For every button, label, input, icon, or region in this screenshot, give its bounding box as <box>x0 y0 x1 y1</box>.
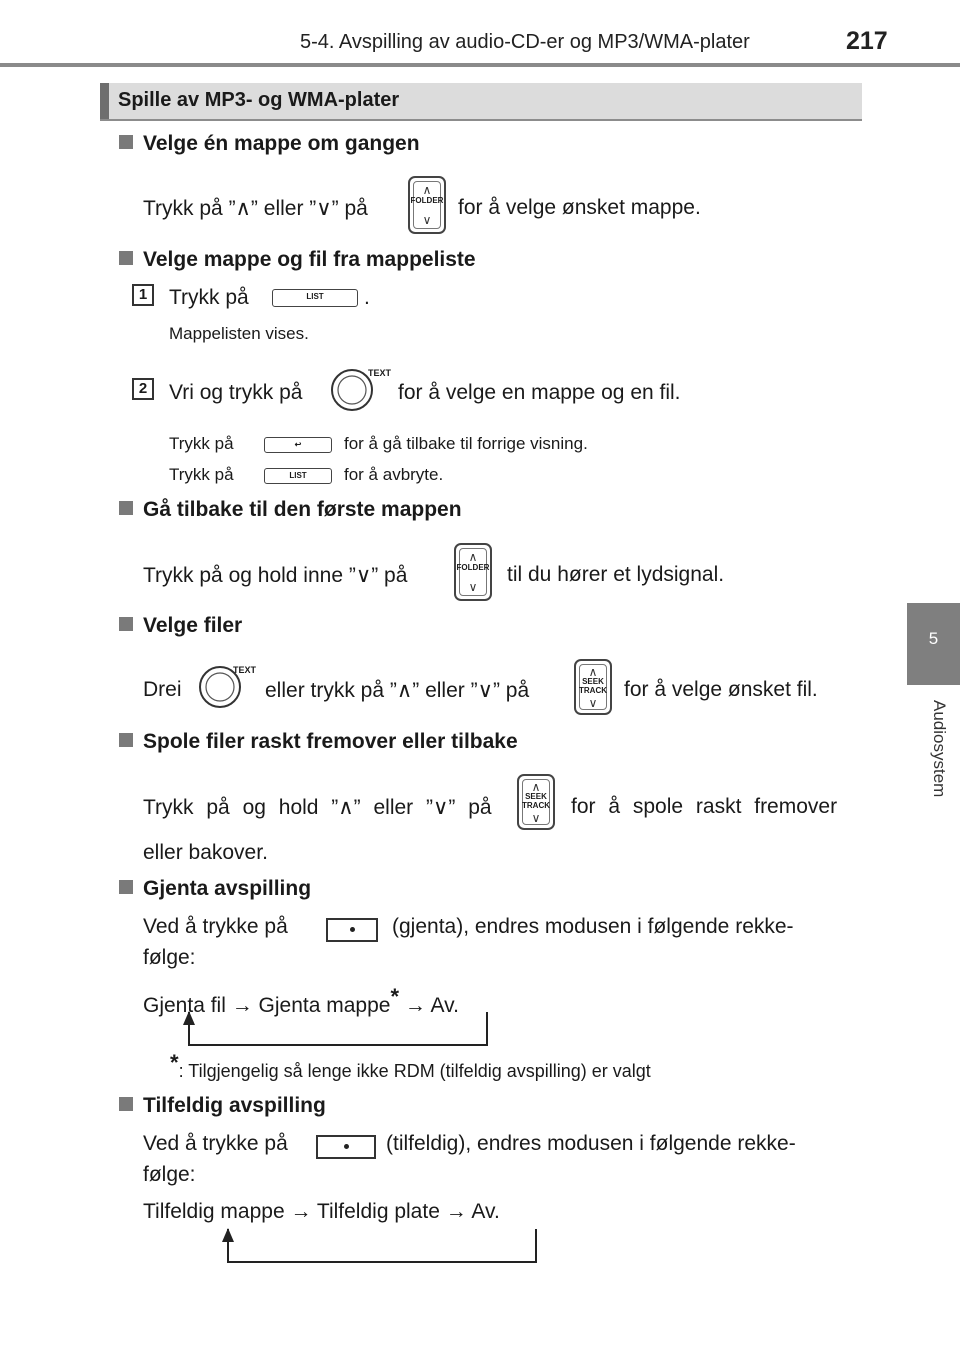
heading-select-one-folder: Velge én mappe om gangen <box>119 132 420 156</box>
s7-text-a: Ved å trykke på <box>143 1132 288 1155</box>
chapter-tab-label: Audiosystem <box>930 700 949 798</box>
s5-text-b: for å spole raskt fremover <box>571 795 838 818</box>
s1-text-a: Trykk på ”∧” eller ”∨” på <box>143 197 368 220</box>
header-rule <box>0 63 960 67</box>
bullet-square-icon <box>119 251 133 265</box>
seek-track-button-icon: ∧ SEEK TRACK ∨ <box>517 774 555 830</box>
s7-sequence: Tilfeldig mappe → Tilfeldig plate → Av. <box>143 1200 500 1223</box>
folder-button-icon: ∧ FOLDER ∨ <box>454 543 492 601</box>
list-button-icon: LIST <box>272 289 358 307</box>
footnote: *: Tilgjengelig så lenge ikke RDM (tilfeldig avspilling) er valgt <box>170 1050 651 1081</box>
random-button-icon <box>316 1135 376 1159</box>
chapter-tab-number: 5 <box>928 629 939 648</box>
s6-text-b: (gjenta), endres modusen i følgende rekke- <box>392 915 794 938</box>
bullet-square-icon <box>119 733 133 747</box>
folder-button-icon: ∧ FOLDER ∨ <box>408 176 446 234</box>
text-knob-label: TEXT <box>368 368 392 378</box>
bullet-square-icon <box>119 617 133 631</box>
step-1-badge: 1 <box>132 284 154 306</box>
cycle-arrow-line <box>227 1229 537 1263</box>
s2-step1-text-a: Trykk på <box>169 286 249 309</box>
heading-back-to-first-folder: Gå tilbake til den første mappen <box>119 498 462 522</box>
s4-text-b: eller trykk på ”∧” eller ”∨” på <box>265 679 530 702</box>
s2-sub2-text-b: for å avbryte. <box>344 465 444 484</box>
section-title: Spille av MP3- og WMA-plater <box>118 89 400 111</box>
s2-sub1-text-a: Trykk på <box>169 434 234 453</box>
s5-text-c: eller bakover. <box>143 841 268 864</box>
bullet-square-icon <box>119 880 133 894</box>
s7-text-c: følge: <box>143 1163 196 1186</box>
bullet-square-icon <box>119 1097 133 1111</box>
repeat-button-icon <box>326 918 378 942</box>
s4-text-a: Drei <box>143 678 182 701</box>
s1-text-b: for å velge ønsket mappe. <box>458 196 701 219</box>
s3-text-b: til du hører et lydsignal. <box>507 563 725 586</box>
s2-step1-note: Mappelisten vises. <box>169 324 309 343</box>
s4-text-c: for å velge ønsket fil. <box>624 678 818 701</box>
s2-sub2-text-a: Trykk på <box>169 465 234 484</box>
s7-text-b: (tilfeldig), endres modusen i følgende rekke- <box>386 1132 796 1155</box>
s3-text-a: Trykk på og hold inne ”∨” på <box>143 564 408 587</box>
seek-track-button-icon: ∧ SEEK TRACK ∨ <box>574 659 612 715</box>
heading-random-play: Tilfeldig avspilling <box>119 1094 326 1118</box>
heading-repeat-play: Gjenta avspilling <box>119 877 311 901</box>
heading-fast-forward-rewind: Spole filer raskt fremover eller tilbake <box>119 730 518 754</box>
s6-sequence: Gjenta fil → Gjenta mappe* → Av. <box>143 984 459 1017</box>
step-2-badge: 2 <box>132 378 154 400</box>
back-button-icon: ↩ <box>264 437 332 453</box>
chapter-title: 5-4. Avspilling av audio-CD-er og MP3/WMA-plater <box>300 31 750 53</box>
s6-text-c: følge: <box>143 946 196 969</box>
list-button-small-icon: LIST <box>264 468 332 484</box>
s2-sub1-text-b: for å gå tilbake til forrige visning. <box>344 434 588 453</box>
s2-step1-text-b: . <box>364 286 370 309</box>
cycle-arrow-line <box>188 1012 488 1046</box>
s2-step2-text-b: for å velge en mappe og en fil. <box>398 381 681 404</box>
chapter-tab <box>907 603 960 685</box>
text-knob-label: TEXT <box>233 665 257 675</box>
heading-select-files: Velge filer <box>119 614 242 638</box>
heading-select-folder-from-list: Velge mappe og fil fra mappeliste <box>119 248 476 272</box>
s5-text-a: Trykk på og hold ”∧” eller ”∨” på <box>143 796 492 819</box>
bullet-square-icon <box>119 135 133 149</box>
bullet-square-icon <box>119 501 133 515</box>
section-accent <box>100 83 109 119</box>
s6-text-a: Ved å trykke på <box>143 915 288 938</box>
page-number: 217 <box>846 27 888 55</box>
s2-step2-text-a: Vri og trykk på <box>169 381 303 404</box>
section-title-bar <box>100 83 862 121</box>
